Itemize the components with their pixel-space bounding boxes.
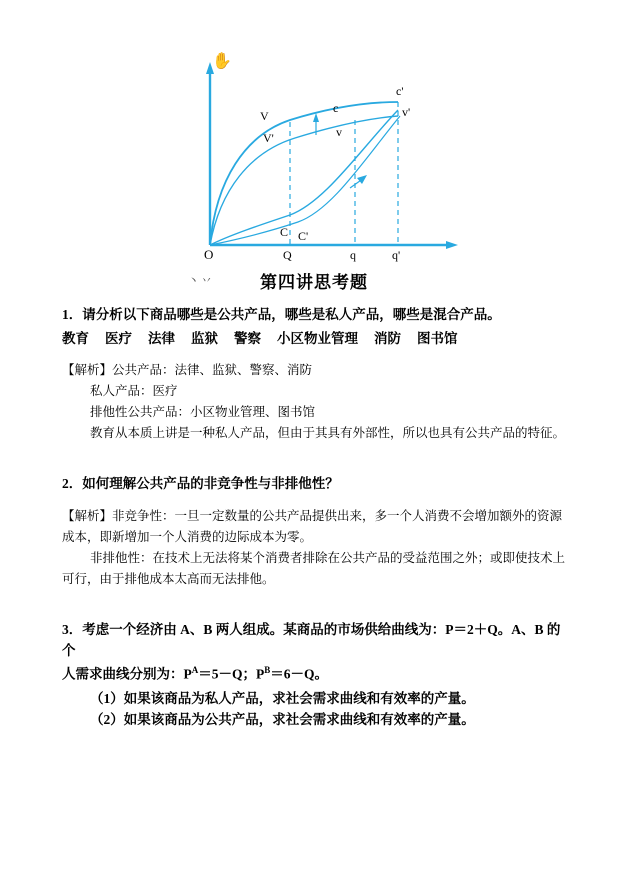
- question-3-sub-1: （2）如果该商品为公共产品，求社会需求曲线和有效率的产量。: [90, 712, 475, 728]
- svg-text:c: c: [333, 101, 339, 115]
- svg-text:c': c': [396, 84, 404, 98]
- question-1-item-4: 警察: [234, 330, 261, 346]
- question-3-prompt-part-b: ＝5－Q；P: [198, 666, 265, 682]
- page-title: 第四讲思考题: [260, 273, 368, 292]
- question-2-answer-line-3: 可行，由于排他成本太高而无法排他。: [62, 572, 275, 587]
- question-3-sup-a: A: [191, 665, 199, 676]
- question-3-prompt-part-a: 人需求曲线分别为：P: [62, 666, 192, 682]
- question-2-answer-line-0: 【解析】非竞争性：一旦一定数量的公共产品提供出来，多一个人消费不会增加额外的资源: [62, 509, 563, 524]
- question-1-item-2: 法律: [148, 330, 175, 346]
- question-3-prompt-line2: [62, 664, 566, 685]
- svg-text:V': V': [263, 131, 274, 145]
- question-3-sub-0: （1）如果该商品为私人产品，求社会需求曲线和有效率的产量。: [90, 690, 475, 706]
- question-3-sup-b: B: [264, 665, 271, 676]
- question-2: [62, 474, 566, 591]
- document-body: [62, 305, 566, 745]
- question-1-item-3: 监狱: [191, 330, 218, 346]
- question-3-prompt: 3．考虑一个经济由 A、B 两人组成。某商品的市场供给曲线为：P＝2＋Q。A、B 的个: [62, 622, 561, 659]
- question-1-item-1: 医疗: [105, 330, 132, 346]
- svg-text:q: q: [350, 248, 356, 262]
- svg-text:q': q': [392, 248, 401, 262]
- svg-text:v: v: [336, 125, 342, 139]
- question-1-answer-line-3: 教育从本质上讲是一种私人产品，但由于其具有外部性，所以也具有公共产品的特征。: [90, 425, 566, 440]
- svg-text:v': v': [402, 105, 411, 119]
- hand-cursor-icon: ✋: [212, 53, 232, 70]
- question-2-answer-line-1: 成本，即新增加一个人消费的边际成本为零。: [62, 530, 313, 545]
- question-3-prompt-part-c: ＝6－Q。: [270, 666, 329, 682]
- question-2-prompt: 2．如何理解公共产品的非竞争性与非排他性？: [62, 475, 339, 491]
- question-2-answer-line-2: 非排他性：在技术上无法将某个消费者排除在公共产品的受益范围之外；或即使技术上: [90, 551, 566, 566]
- question-3: [62, 620, 566, 730]
- question-1-answer-line-1: 私人产品：医疗: [90, 383, 178, 398]
- svg-text:V: V: [260, 109, 269, 123]
- svg-text:O: O: [204, 247, 214, 262]
- question-1: [62, 305, 566, 444]
- question-1-item-5: 小区物业管理: [277, 330, 358, 346]
- question-1-item-6: 消防: [374, 330, 401, 346]
- svg-text:C': C': [298, 229, 309, 243]
- svg-text:Q: Q: [283, 248, 292, 262]
- question-1-item-7: 图书馆: [417, 330, 458, 346]
- question-1-answer-line-0: 【解析】公共产品：法律、监狱、警察、消防: [62, 362, 313, 377]
- stray-mark: 丶丷: [188, 275, 214, 287]
- svg-text:C: C: [280, 225, 289, 239]
- question-1-items: [62, 328, 566, 350]
- question-1-answer-line-2: 排他性公共产品：小区物业管理、图书馆: [90, 404, 316, 419]
- question-1-prompt: 1．请分析以下商品哪些是公共产品，哪些是私人产品，哪些是混合产品。: [62, 307, 501, 322]
- question-1-item-0: 教育: [62, 330, 89, 346]
